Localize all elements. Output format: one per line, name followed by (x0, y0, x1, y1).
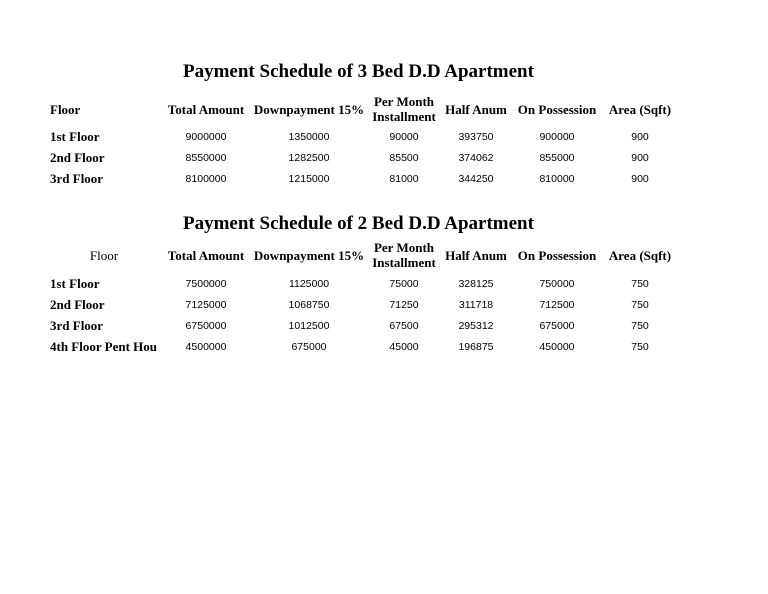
cell-downpayment: 1012500 (288, 319, 330, 332)
cell-possession: 810000 (539, 172, 575, 185)
col-header-area: Area (Sqft) (608, 101, 672, 117)
cell-possession: 750000 (539, 277, 575, 290)
cell-downpayment: 1068750 (288, 298, 330, 311)
cell-monthly: 90000 (389, 130, 419, 143)
col-header-half-anum: Half Anum (445, 101, 507, 117)
cell-half-anum: 393750 (458, 130, 494, 143)
table-row (46, 315, 678, 336)
header-row (46, 237, 678, 273)
cell-possession: 900000 (539, 130, 575, 143)
cell-total: 7125000 (185, 298, 227, 311)
cell-area: 900 (631, 151, 649, 164)
cell-floor: 1st Floor (50, 275, 100, 291)
schedule-title: Payment Schedule of 3 Bed D.D Apartment (183, 61, 534, 82)
col-header-on-possession: On Possession (517, 101, 597, 117)
col-header-floor: Floor (89, 247, 119, 263)
cell-total: 6750000 (185, 319, 227, 332)
cell-monthly: 67500 (389, 319, 419, 332)
cell-downpayment: 1282500 (288, 151, 330, 164)
cell-monthly: 75000 (389, 277, 419, 290)
cell-half-anum: 374062 (458, 151, 494, 164)
col-header-total-amount: Total Amount (167, 247, 245, 263)
cell-monthly: 71250 (389, 298, 419, 311)
cell-total: 8550000 (185, 151, 227, 164)
cell-possession: 450000 (539, 340, 575, 353)
cell-floor: 2nd Floor (50, 296, 105, 312)
cell-floor: 1st Floor (50, 128, 100, 144)
col-header-area: Area (Sqft) (608, 247, 672, 263)
cell-area: 900 (631, 130, 649, 143)
cell-monthly: 45000 (389, 340, 419, 353)
cell-floor: 4th Floor Pent Hou (50, 338, 158, 354)
table-row (46, 126, 678, 147)
cell-possession: 712500 (539, 298, 575, 311)
cell-area: 900 (631, 172, 649, 185)
col-header-downpayment: Downpayment 15% (253, 101, 365, 117)
col-header-half-anum: Half Anum (445, 247, 507, 263)
cell-total: 7500000 (185, 277, 227, 290)
cell-total: 4500000 (185, 340, 227, 353)
cell-half-anum: 295312 (458, 319, 494, 332)
payment-table-3-bed (46, 92, 678, 189)
cell-half-anum: 344250 (458, 172, 494, 185)
cell-total: 9000000 (185, 130, 227, 143)
cell-downpayment: 675000 (291, 340, 327, 353)
cell-total: 8100000 (185, 172, 227, 185)
cell-downpayment: 1215000 (288, 172, 330, 185)
cell-area: 750 (631, 319, 649, 332)
table-row (46, 168, 678, 189)
table-row (46, 336, 678, 357)
cell-possession: 855000 (539, 151, 575, 164)
header-row (46, 92, 678, 126)
col-header-floor: Floor (50, 101, 81, 117)
cell-area: 750 (631, 340, 649, 353)
cell-area: 750 (631, 298, 649, 311)
table-row (46, 147, 678, 168)
cell-half-anum: 196875 (458, 340, 494, 353)
col-header-per-month: Per Month Installment (372, 240, 436, 270)
cell-downpayment: 1350000 (288, 130, 330, 143)
schedule-title: Payment Schedule of 2 Bed D.D Apartment (183, 213, 534, 234)
cell-monthly: 81000 (389, 172, 419, 185)
payment-table-2-bed (46, 237, 678, 357)
cell-floor: 3rd Floor (50, 170, 104, 186)
cell-area: 750 (631, 277, 649, 290)
cell-floor: 2nd Floor (50, 149, 105, 165)
cell-floor: 3rd Floor (50, 317, 104, 333)
col-header-per-month: Per Month Installment (372, 94, 436, 124)
cell-possession: 675000 (539, 319, 575, 332)
cell-monthly: 85500 (389, 151, 419, 164)
table-row (46, 273, 678, 294)
col-header-downpayment: Downpayment 15% (253, 247, 365, 263)
cell-downpayment: 1125000 (288, 277, 330, 290)
cell-half-anum: 328125 (458, 277, 494, 290)
table-row (46, 294, 678, 315)
col-header-total-amount: Total Amount (167, 101, 245, 117)
cell-half-anum: 311718 (458, 298, 494, 311)
col-header-on-possession: On Possession (517, 247, 597, 263)
